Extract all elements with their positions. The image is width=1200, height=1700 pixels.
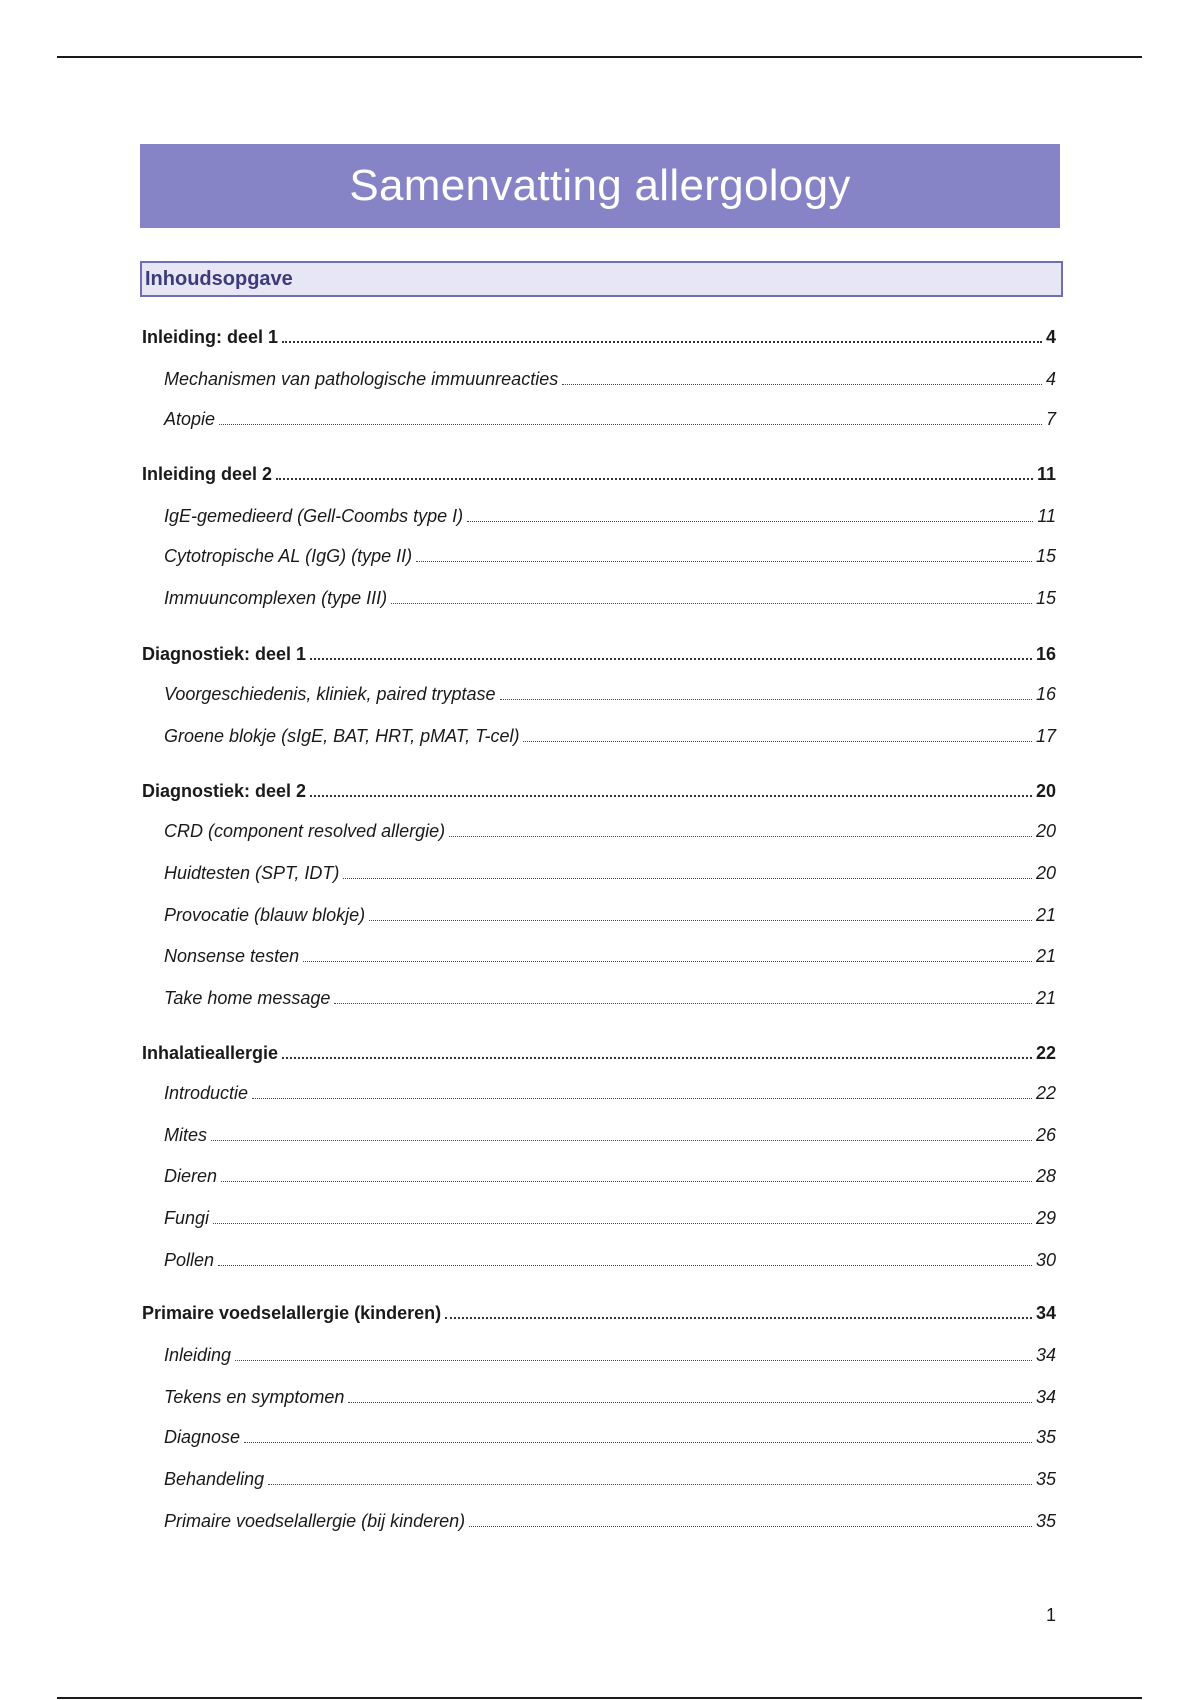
dot-leader bbox=[562, 384, 1042, 385]
toc-entry-page: 26 bbox=[1035, 1125, 1056, 1145]
dot-leader bbox=[276, 478, 1033, 480]
toc-entry-page: 21 bbox=[1035, 988, 1056, 1008]
toc-entry-label: Primaire voedselallergie (kinderen) bbox=[142, 1303, 442, 1323]
toc-entry-page: 35 bbox=[1035, 1427, 1056, 1447]
toc-entry-label: Inleiding deel 2 bbox=[142, 464, 273, 484]
toc-entry-label: Nonsense testen bbox=[164, 946, 300, 966]
toc-entry-label: Groene blokje (sIgE, BAT, HRT, pMAT, T-cel) bbox=[164, 726, 520, 746]
toc-entry[interactable] bbox=[142, 814, 1056, 842]
toc-entry[interactable] bbox=[142, 1201, 1056, 1229]
dot-leader bbox=[282, 1057, 1032, 1059]
dot-leader bbox=[343, 878, 1032, 879]
toc-entry-page: 34 bbox=[1035, 1345, 1056, 1365]
toc-entry-label: Mites bbox=[164, 1125, 208, 1145]
dot-leader bbox=[523, 741, 1031, 742]
toc-entry-label: Atopie bbox=[164, 409, 216, 429]
toc-entry-label: Inleiding bbox=[164, 1345, 232, 1365]
toc-entry-label: Inleiding: deel 1 bbox=[142, 327, 279, 347]
dot-leader bbox=[211, 1140, 1032, 1141]
dot-leader bbox=[219, 424, 1042, 425]
toc-entry-label: CRD (component resolved allergie) bbox=[164, 821, 446, 841]
toc-entry[interactable] bbox=[142, 1420, 1056, 1448]
toc-entry[interactable] bbox=[142, 1159, 1056, 1187]
dot-leader bbox=[235, 1360, 1032, 1361]
dot-leader bbox=[449, 836, 1032, 837]
toc-entry-page: 17 bbox=[1035, 726, 1056, 746]
toc-entry-label: Cytotropische AL (IgG) (type II) bbox=[164, 546, 413, 566]
toc-heading: Inhoudsopgave bbox=[140, 261, 1063, 297]
toc-entry[interactable] bbox=[142, 320, 1056, 348]
toc-entry[interactable] bbox=[142, 677, 1056, 705]
toc-entry-page: 30 bbox=[1035, 1250, 1056, 1270]
dot-leader bbox=[282, 341, 1042, 343]
dot-leader bbox=[445, 1317, 1032, 1319]
toc-entry-label: Dieren bbox=[164, 1166, 218, 1186]
toc-entry-label: Diagnostiek: deel 2 bbox=[142, 781, 307, 801]
dot-leader bbox=[334, 1003, 1032, 1004]
dot-leader bbox=[416, 561, 1032, 562]
page-number: 1 bbox=[1045, 1605, 1056, 1625]
toc-entry[interactable] bbox=[142, 402, 1056, 430]
toc-entry[interactable] bbox=[142, 898, 1056, 926]
toc-entry-label: Mechanismen van pathologische immuunreacties bbox=[164, 369, 559, 389]
toc-entry-page: 21 bbox=[1035, 905, 1056, 925]
toc-entry-label: Inhalatieallergie bbox=[142, 1043, 279, 1063]
toc-entry[interactable] bbox=[142, 719, 1056, 747]
toc-entry-label: Tekens en symptomen bbox=[164, 1387, 345, 1407]
toc-entry[interactable] bbox=[142, 939, 1056, 967]
toc-entry-page: 7 bbox=[1045, 409, 1056, 429]
toc-entry-label: Voorgeschiedenis, kliniek, paired tryptase bbox=[164, 684, 496, 704]
dot-leader bbox=[252, 1098, 1032, 1099]
toc-entry[interactable] bbox=[142, 457, 1056, 485]
toc-entry[interactable] bbox=[142, 499, 1056, 527]
document-title: Samenvatting allergology bbox=[140, 144, 1060, 228]
dot-leader bbox=[218, 1265, 1032, 1266]
toc-entry[interactable] bbox=[142, 1338, 1056, 1366]
toc-entry[interactable] bbox=[142, 1380, 1056, 1408]
dot-leader bbox=[348, 1402, 1032, 1403]
toc-entry-label: Fungi bbox=[164, 1208, 210, 1228]
toc-entry-label: Diagnostiek: deel 1 bbox=[142, 644, 307, 664]
dot-leader bbox=[369, 920, 1032, 921]
dot-leader bbox=[469, 1526, 1032, 1527]
toc-entry-page: 34 bbox=[1035, 1303, 1056, 1323]
toc-entry[interactable] bbox=[142, 1462, 1056, 1490]
toc-entry-page: 35 bbox=[1035, 1511, 1056, 1531]
dot-leader bbox=[310, 658, 1032, 660]
toc-entry-label: Primaire voedselallergie (bij kinderen) bbox=[164, 1511, 466, 1531]
toc-entry-page: 21 bbox=[1035, 946, 1056, 966]
toc-entry[interactable] bbox=[142, 1118, 1056, 1146]
toc-entry[interactable] bbox=[142, 774, 1056, 802]
toc-entry-page: 16 bbox=[1035, 644, 1056, 664]
toc-entry[interactable] bbox=[142, 581, 1056, 609]
toc-entry-page: 20 bbox=[1035, 821, 1056, 841]
toc-entry-page: 16 bbox=[1035, 684, 1056, 704]
toc-entry-page: 29 bbox=[1035, 1208, 1056, 1228]
toc-entry-label: Introductie bbox=[164, 1083, 249, 1103]
toc-entry-page: 15 bbox=[1035, 588, 1056, 608]
dot-leader bbox=[310, 795, 1032, 797]
toc-entry[interactable] bbox=[142, 1036, 1056, 1064]
toc-entry-label: Take home message bbox=[164, 988, 331, 1008]
toc-entry-label: IgE-gemedieerd (Gell-Coombs type I) bbox=[164, 506, 464, 526]
dot-leader bbox=[467, 521, 1033, 522]
toc-entry-page: 15 bbox=[1035, 546, 1056, 566]
toc-entry[interactable] bbox=[142, 539, 1056, 567]
dot-leader bbox=[213, 1223, 1032, 1224]
toc-entry-label: Huidtesten (SPT, IDT) bbox=[164, 863, 340, 883]
dot-leader bbox=[303, 961, 1032, 962]
toc-entry-label: Provocatie (blauw blokje) bbox=[164, 905, 366, 925]
toc-entry[interactable] bbox=[142, 981, 1056, 1009]
toc-entry-page: 22 bbox=[1035, 1083, 1056, 1103]
dot-leader bbox=[268, 1484, 1032, 1485]
toc-entry[interactable] bbox=[142, 1296, 1056, 1324]
dot-leader bbox=[500, 699, 1032, 700]
toc-entry[interactable] bbox=[142, 637, 1056, 665]
toc-entry-page: 11 bbox=[1036, 464, 1056, 484]
toc-entry[interactable] bbox=[142, 1504, 1056, 1532]
toc-entry-page: 22 bbox=[1035, 1043, 1056, 1063]
dot-leader bbox=[221, 1181, 1032, 1182]
toc-entry[interactable] bbox=[142, 1076, 1056, 1104]
toc-entry-page: 4 bbox=[1045, 369, 1056, 389]
footer-rule bbox=[57, 1697, 1142, 1699]
toc-entry-page: 11 bbox=[1037, 506, 1056, 526]
toc-entry-page: 4 bbox=[1045, 327, 1056, 347]
toc-entry-page: 34 bbox=[1035, 1387, 1056, 1407]
toc-entry-label: Immuuncomplexen (type III) bbox=[164, 588, 388, 608]
toc-entry-page: 35 bbox=[1035, 1469, 1056, 1489]
toc-entry-page: 20 bbox=[1035, 781, 1056, 801]
dot-leader bbox=[244, 1442, 1032, 1443]
toc-entry-label: Pollen bbox=[164, 1250, 215, 1270]
toc-entry-label: Behandeling bbox=[164, 1469, 265, 1489]
toc-entry[interactable] bbox=[142, 856, 1056, 884]
toc-entry-page: 28 bbox=[1035, 1166, 1056, 1186]
dot-leader bbox=[391, 603, 1032, 604]
toc-entry-page: 20 bbox=[1035, 863, 1056, 883]
toc-entry[interactable] bbox=[142, 1243, 1056, 1271]
header-rule bbox=[57, 56, 1142, 58]
toc-entry[interactable] bbox=[142, 362, 1056, 390]
toc-entry-label: Diagnose bbox=[164, 1427, 241, 1447]
